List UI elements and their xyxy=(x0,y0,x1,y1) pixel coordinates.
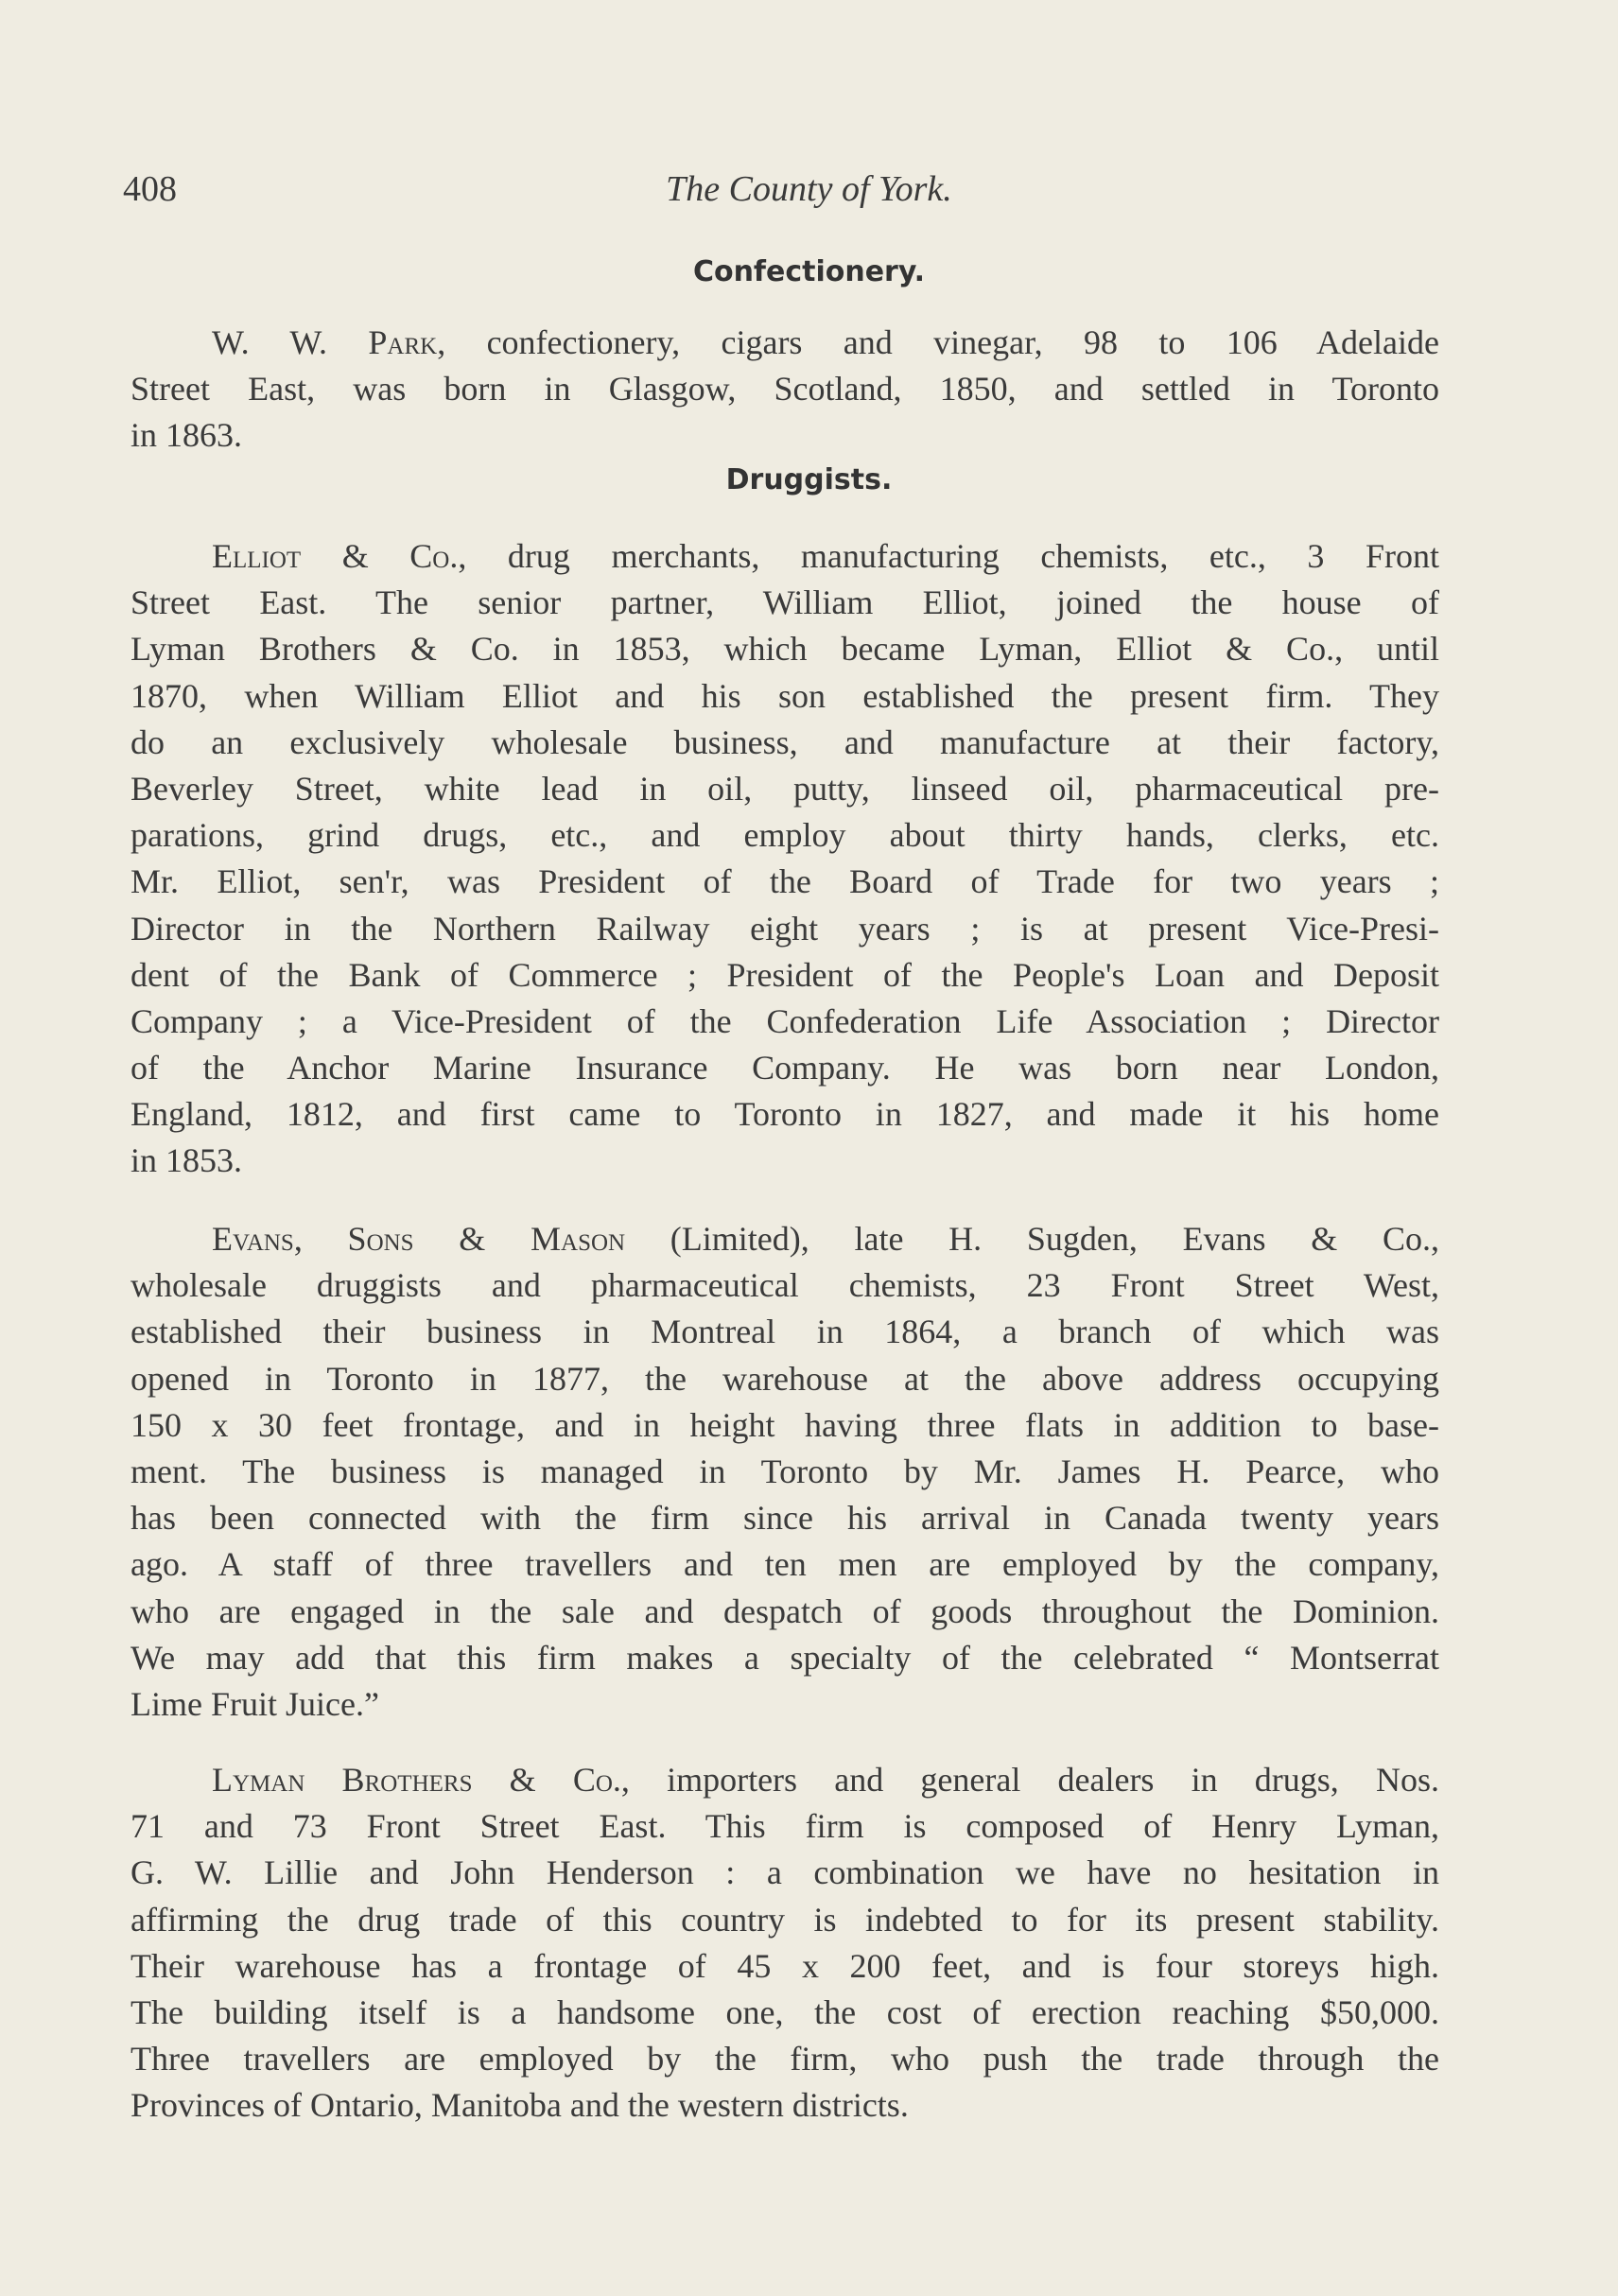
text-line: 71 and 73 Front Street East. This firm is composed of Henry Lyman, xyxy=(130,1807,1439,1846)
text-line: established their business in Montreal in 1864, a branch of which was xyxy=(130,1313,1439,1351)
text-line: affirming the drug trade of this country is indebted to for its present stability. xyxy=(130,1900,1439,1939)
entry-text: , confectionery, cigars and vinegar, 98 to 106 Adelaide xyxy=(437,323,1439,361)
entry-name: Evans, Sons & Mason xyxy=(212,1220,626,1258)
text-line: Beverley Street, white lead in oil, putty, linseed oil, pharmaceutical pre- xyxy=(130,769,1439,808)
text-line: do an exclusively wholesale business, and manufacture at their factory, xyxy=(130,722,1439,761)
text-line: Street East, was born in Glasgow, Scotland, 1850, and settled in Toronto xyxy=(130,370,1439,409)
text-line: in 1853. xyxy=(130,1141,243,1180)
entry-paragraph xyxy=(130,533,1439,1185)
entry-name: Elliot & Co. xyxy=(212,537,459,575)
text-line: parations, grind drugs, etc., and employ about thirty hands, clerks, etc. xyxy=(130,816,1439,855)
text-line: Street East. The senior partner, William Elliot, joined the house of xyxy=(130,583,1439,622)
entry-text: , drug merchants, manufacturing chemists, etc., 3 Front xyxy=(458,537,1439,575)
text-line: Mr. Elliot, sen'r, was President of the Board of Trade for two years ; xyxy=(130,862,1439,901)
text-line xyxy=(130,320,1439,366)
text-line: The building itself is a handsome one, the cost of erection reaching $50,000. xyxy=(130,1992,1439,2031)
text-line xyxy=(130,1757,1439,1803)
text-line: Lyman Brothers & Co. in 1853, which became Lyman, Elliot & Co., until xyxy=(130,630,1439,669)
entry-paragraph xyxy=(130,320,1439,460)
text-line xyxy=(130,533,1439,580)
entry-text: , importers and general dealers in drugs, Nos. xyxy=(620,1761,1439,1799)
text-line: dent of the Bank of Commerce ; President of the People's Loan and Deposit xyxy=(130,955,1439,994)
entry-paragraph xyxy=(130,1757,1439,2130)
page-number: 408 xyxy=(123,169,177,209)
section-heading-druggists: Druggists. xyxy=(725,463,893,496)
text-line: 150 x 30 feet frontage, and in height having three flats in addition to base- xyxy=(130,1405,1439,1444)
entry-name: Lyman Brothers & Co. xyxy=(212,1761,621,1799)
text-line: Company ; a Vice-President of the Confederation Life Association ; Director xyxy=(130,1001,1439,1040)
text-line: wholesale druggists and pharmaceutical chemists, 23 Front Street West, xyxy=(130,1266,1439,1305)
text-line: Lime Fruit Juice.” xyxy=(130,1684,379,1723)
text-line: G. W. Lillie and John Henderson : a combination we have no hesitation in xyxy=(130,1853,1439,1892)
text-line: Provinces of Ontario, Manitoba and the western districts. xyxy=(130,2086,909,2125)
text-line: opened in Toronto in 1877, the warehouse at the above address occupying xyxy=(130,1359,1439,1398)
text-line: Director in the Northern Railway eight years ; is at present Vice-Presi- xyxy=(130,909,1439,948)
text-line: has been connected with the firm since his arrival in Canada twenty years xyxy=(130,1499,1439,1538)
text-line: 1870, when William Elliot and his son established the present firm. They xyxy=(130,676,1439,715)
text-line: of the Anchor Marine Insurance Company. He was born near London, xyxy=(130,1049,1439,1087)
text-line xyxy=(130,1216,1439,1262)
text-line: who are engaged in the sale and despatch of goods throughout the Dominion. xyxy=(130,1592,1439,1630)
text-line: ago. A staff of three travellers and ten men are employed by the company, xyxy=(130,1545,1439,1584)
text-line: We may add that this firm makes a specialty of the celebrated “ Montserrat xyxy=(130,1638,1439,1677)
entry-name: W. W. Park xyxy=(212,323,438,361)
running-title: The County of York. xyxy=(666,169,952,209)
text-line: Three travellers are employed by the firm, who push the trade through the xyxy=(130,2040,1439,2079)
text-line: in 1863. xyxy=(130,416,243,455)
text-line: England, 1812, and first came to Toronto in 1827, and made it his home xyxy=(130,1095,1439,1134)
entry-text: (Limited), late H. Sugden, Evans & Co., xyxy=(625,1220,1439,1258)
entry-paragraph xyxy=(130,1216,1439,1728)
text-line: Their warehouse has a frontage of 45 x 200 feet, and is four storeys high. xyxy=(130,1946,1439,1985)
section-heading-confectionery: Confectionery. xyxy=(692,255,926,288)
text-line: ment. The business is managed in Toronto by Mr. James H. Pearce, who xyxy=(130,1452,1439,1490)
